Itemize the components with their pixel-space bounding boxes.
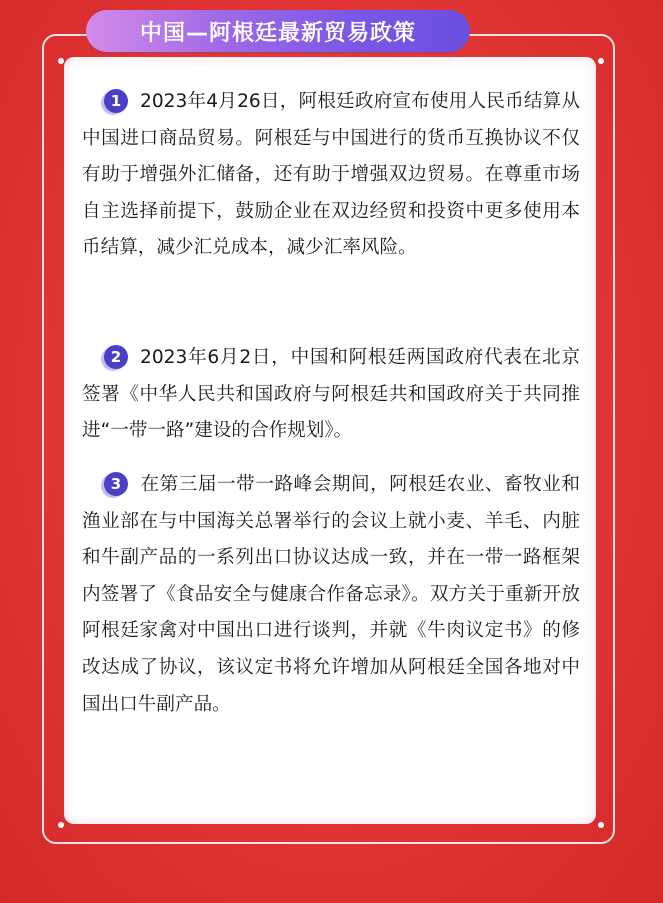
corner-dot-bottom-left [58,822,64,828]
number-badge-2: 2 [104,345,128,369]
item-text: 2023年6月2日，中国和阿根廷两国政府代表在北京签署《中华人民共和国政府与阿根廷共和国政府关于共同推进“一带一路”建设的合作规划》。 [82,347,580,442]
number-badge-1: 1 [104,89,128,113]
page-title: 中国—阿根廷最新贸易政策 [139,20,416,46]
number-badge-3: 3 [104,472,128,496]
corner-dot-top-right [598,58,604,64]
item-text: 2023年4月26日，阿根廷政府宣布使用人民币结算从中国进口商品贸易。阿根廷与中国进行的货币互换协议不仅有助于增强外汇储备，还有助于增强双边贸易。在尊重市场自主选择前提下，鼓励企业在双边经贸和投资中更多使用本币结算，减少汇兑成本，减少汇率风险。 [82,91,580,259]
title-banner [86,10,470,52]
list-item [82,467,580,723]
corner-dot-bottom-right [598,822,604,828]
list-item [82,84,580,267]
item-text: 在第三届一带一路峰会期间，阿根廷农业、畜牧业和渔业部在与中国海关总署举行的会议上就小麦、羊毛、内脏和牛副产品的一系列出口协议达成一致，并在一带一路框架内签署了《食品安全与健康合作备忘录》。双方关于重新开放阿根廷家禽对中国出口进行谈判，并就《牛肉议定书》的修改达成了协议，该议定书将允许增加从阿根廷全国各地对中国出口牛副产品。 [82,474,580,715]
list-item [82,340,580,450]
corner-dot-top-left [58,58,64,64]
